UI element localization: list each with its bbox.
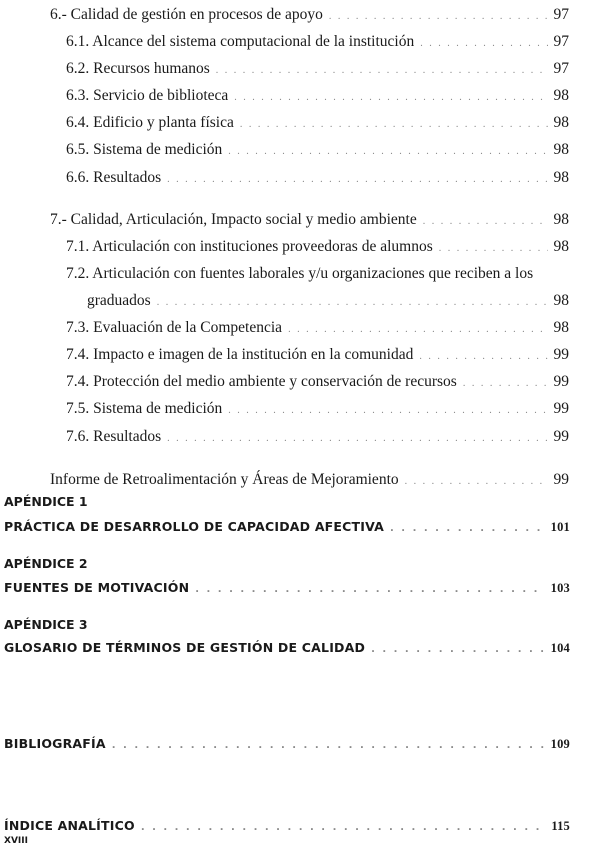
leader-dots xyxy=(216,65,548,76)
appendix-1-heading: APÉNDICE 1 xyxy=(4,494,88,509)
toc-entry-page: 104 xyxy=(550,641,570,655)
toc-entry-page: 98 xyxy=(553,319,569,336)
leader-dots xyxy=(419,351,547,362)
toc-entry-informe[interactable] xyxy=(50,471,569,489)
toc-entry-page: 99 xyxy=(553,471,569,488)
leader-dots xyxy=(157,297,548,308)
toc-entry-label: 6.3. Servicio de biblioteca xyxy=(66,87,229,104)
toc-entry-7-4a[interactable] xyxy=(66,346,569,364)
toc-entry-label: 7.1. Articulación con instituciones proveedoras de alumnos xyxy=(66,238,433,255)
toc-entry-bibliografia[interactable] xyxy=(4,736,570,752)
toc-entry-label: 6.2. Recursos humanos xyxy=(66,60,210,77)
toc-entry-label: FUENTES DE MOTIVACIÓN xyxy=(4,580,190,595)
toc-entry-6-5[interactable] xyxy=(66,141,569,159)
toc-entry-appendix-1[interactable] xyxy=(4,519,570,535)
toc-entry-page: 97 xyxy=(553,33,569,50)
toc-entry-label: ÍNDICE ANALÍTICO xyxy=(4,818,135,833)
leader-dots xyxy=(240,119,548,130)
toc-entry-label: 7.6. Resultados xyxy=(66,428,162,445)
toc-entry-7-4b[interactable] xyxy=(66,373,569,391)
toc-entry-page: 99 xyxy=(553,346,569,363)
toc-entry-7-2-line1: 7.2. Articulación con fuentes laborales y/u organizaciones que reciben a los xyxy=(66,265,534,282)
toc-entry-7-3[interactable] xyxy=(66,319,569,337)
toc-entry-section6[interactable] xyxy=(50,6,569,24)
leader-dots xyxy=(167,174,547,185)
leader-dots xyxy=(405,476,548,487)
leader-dots xyxy=(423,216,548,227)
leader-dots xyxy=(167,433,547,444)
toc-entry-label: 6.- Calidad de gestión en procesos de apoyo xyxy=(50,6,323,23)
leader-dots xyxy=(420,38,547,49)
toc-entry-indice-analitico[interactable] xyxy=(4,818,570,834)
toc-entry-page: 98 xyxy=(553,211,569,228)
toc-entry-appendix-3[interactable] xyxy=(4,640,570,656)
toc-entry-label: BIBLIOGRAFÍA xyxy=(4,736,106,751)
toc-entry-label: 6.5. Sistema de medición xyxy=(66,141,223,158)
toc-entry-page: 99 xyxy=(553,428,569,445)
toc-entry-6-4[interactable] xyxy=(66,114,569,132)
leader-dots xyxy=(228,405,547,416)
toc-entry-label: GLOSARIO DE TÉRMINOS DE GESTIÓN DE CALIDAD xyxy=(4,640,366,655)
toc-entry-label: 6.4. Edificio y planta física xyxy=(66,114,234,131)
toc-entry-label: 6.1. Alcance del sistema computacional de la institución xyxy=(66,33,415,50)
leader-dots xyxy=(371,644,545,655)
toc-entry-page: 101 xyxy=(550,520,570,534)
toc-entry-label: 7.- Calidad, Articulación, Impacto social y medio ambiente xyxy=(50,211,417,228)
toc-entry-page: 99 xyxy=(553,373,569,390)
toc-entry-page: 98 xyxy=(553,169,569,186)
toc-entry-7-6[interactable] xyxy=(66,428,569,446)
toc-entry-page: 97 xyxy=(553,60,569,77)
toc-entry-6-1[interactable] xyxy=(66,33,569,51)
appendix-2-heading: APÉNDICE 2 xyxy=(4,556,88,571)
toc-entry-label: Informe de Retroalimentación y Áreas de Mejoramiento xyxy=(50,471,399,488)
leader-dots xyxy=(228,146,547,157)
toc-entry-6-3[interactable] xyxy=(66,87,569,105)
toc-entry-page: 98 xyxy=(553,238,569,255)
toc-entry-page: 109 xyxy=(550,737,570,751)
toc-entry-section7[interactable] xyxy=(50,211,569,229)
toc-entry-page: 115 xyxy=(551,819,570,833)
toc-entry-label: 7.4. Impacto e imagen de la institución en la comunidad xyxy=(66,346,414,363)
toc-entry-6-6[interactable] xyxy=(66,169,569,187)
toc-entry-page: 99 xyxy=(553,400,569,417)
toc-entry-7-2[interactable] xyxy=(87,292,569,310)
appendix-3-heading: APÉNDICE 3 xyxy=(4,617,88,632)
toc-entry-page: 98 xyxy=(553,141,569,158)
toc-entry-7-1[interactable] xyxy=(66,238,569,256)
leader-dots xyxy=(195,584,544,595)
toc-entry-page: 98 xyxy=(553,114,569,131)
toc-entry-7-5[interactable] xyxy=(66,400,569,418)
leader-dots xyxy=(234,92,547,103)
toc-entry-label: PRÁCTICA DE DESARROLLO DE CAPACIDAD AFECTIVA xyxy=(4,519,385,534)
toc-entry-label: 7.5. Sistema de medición xyxy=(66,400,223,417)
toc-entry-page: 98 xyxy=(553,292,569,309)
toc-entry-page: 98 xyxy=(553,87,569,104)
leader-dots xyxy=(390,523,545,534)
toc-entry-label: 7.4. Protección del medio ambiente y conservación de recursos xyxy=(66,373,457,390)
toc-entry-label: 6.6. Resultados xyxy=(66,169,162,186)
toc-entry-6-2[interactable] xyxy=(66,60,569,78)
toc-entry-page: 103 xyxy=(550,581,570,595)
toc-entry-label: graduados xyxy=(87,292,151,309)
footer-page-number: XVIII xyxy=(4,836,28,846)
toc-entry-label: 7.3. Evaluación de la Competencia xyxy=(66,319,283,336)
toc-entry-appendix-2[interactable] xyxy=(4,580,570,596)
leader-dots xyxy=(141,822,546,833)
leader-dots xyxy=(439,243,548,254)
leader-dots xyxy=(463,378,548,389)
leader-dots xyxy=(329,11,548,22)
leader-dots xyxy=(288,324,547,335)
toc-entry-page: 97 xyxy=(553,6,569,23)
leader-dots xyxy=(112,740,545,751)
